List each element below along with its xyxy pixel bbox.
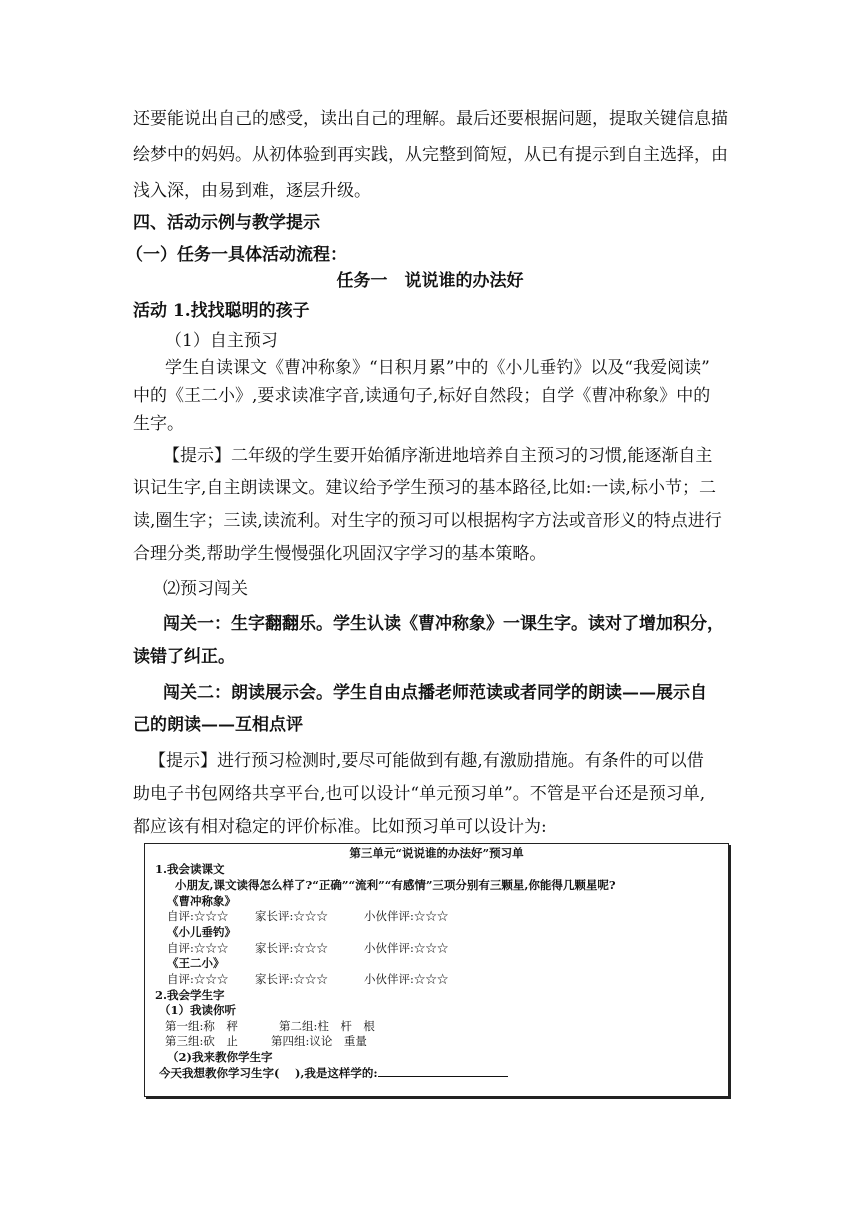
preview-sheet bbox=[144, 843, 729, 1097]
step-1-text-line-3: 生字。 bbox=[133, 414, 184, 434]
part-2-title: 2.我会学生字 bbox=[155, 988, 225, 1002]
sub-1-title: （1）我读你听 bbox=[159, 1003, 237, 1017]
task-1-title: 任务一 说说谁的办法好 bbox=[336, 271, 524, 291]
preview-sheet-title: 第三单元“说说谁的办法好”预习单 bbox=[349, 846, 524, 860]
sub-2-title: （2)我来教你学生字 bbox=[167, 1050, 273, 1064]
group-1: 第一组:称 秤 bbox=[165, 1019, 238, 1033]
text-name-1: 《曹冲称象》 bbox=[167, 894, 236, 908]
step-1-text-line-1: 学生自读课文《曹冲称象》“日积月累”中的《小儿垂钓》以及“我爱阅读” bbox=[165, 358, 710, 378]
tip-2-line-3: 都应该有相对稳定的评价标准。比如预习单可以设计为: bbox=[133, 817, 547, 837]
self-rating-3: 自评:☆☆☆ bbox=[167, 972, 229, 986]
part-1-prompt: 小朋友,课文读得怎么样了?“正确”“流利”“有感情”三项分别有三颗星,你能得几颗星呢? bbox=[175, 878, 616, 892]
tip-2-line-1: 【提示】进行预习检测时,要尽可能做到有趣,有激励措施。有条件的可以借 bbox=[149, 751, 704, 771]
tip-1-line-3: 读,圈生字；三读,读流利。对生字的预习可以根据构字方法或音形义的特点进行 bbox=[133, 511, 722, 531]
tip-1-line-4: 合理分类,帮助学生慢慢强化巩固汉字学习的基本策略。 bbox=[133, 544, 547, 564]
peer-rating-1: 小伙伴评:☆☆☆ bbox=[364, 909, 449, 923]
step-1-text-line-2: 中的《王二小》,要求读准字音,读通句子,标好自然段；自学《曹冲称象》中的 bbox=[133, 386, 711, 406]
activity-1-title: 活动 1.找找聪明的孩子 bbox=[133, 301, 310, 321]
tip-1-line-2: 识记生字,自主朗读课文。建议给予学生预习的基本路径,比如:一读,标小节；二 bbox=[133, 478, 716, 498]
group-3: 第三组:砍 止 bbox=[165, 1034, 238, 1048]
challenge-2-line-1: 闯关二：朗读展示会。学生自由点播老师范读或者同学的朗读——展示自 bbox=[163, 683, 707, 703]
text-name-3: 《王二小》 bbox=[167, 956, 225, 970]
parent-rating-1: 家长评:☆☆☆ bbox=[255, 909, 328, 923]
answer-blank-line bbox=[378, 1065, 508, 1077]
group-4: 第四组:议论 重量 bbox=[271, 1034, 367, 1048]
intro-line-1: 还要能说出自己的感受，读出自己的理解。最后还要根据问题，提取关键信息描 bbox=[133, 109, 728, 129]
self-rating-2: 自评:☆☆☆ bbox=[167, 941, 229, 955]
text-name-2: 《小儿垂钓》 bbox=[167, 925, 236, 939]
step-1-label: （1）自主预习 bbox=[165, 331, 278, 351]
group-2: 第二组:柱 杆 根 bbox=[279, 1019, 375, 1033]
intro-line-2: 绘梦中的妈妈。从初体验到再实践，从完整到简短，从已有提示到自主选择，由 bbox=[133, 145, 728, 165]
final-line bbox=[159, 1065, 508, 1081]
part-1-title: 1.我会读课文 bbox=[155, 862, 225, 876]
section-4-title: 四、活动示例与教学提示 bbox=[133, 213, 320, 233]
intro-line-3: 浅入深，由易到难，逐层升级。 bbox=[133, 181, 371, 201]
subsection-1-title: （一）任务一具体活动流程： bbox=[126, 245, 347, 265]
self-rating-1: 自评:☆☆☆ bbox=[167, 909, 229, 923]
challenge-2-line-2: 己的朗读——互相点评 bbox=[133, 715, 303, 735]
parent-rating-3: 家长评:☆☆☆ bbox=[255, 972, 328, 986]
challenge-1-line-2: 读错了纠正。 bbox=[133, 647, 235, 667]
parent-rating-2: 家长评:☆☆☆ bbox=[255, 941, 328, 955]
step-2-label: ⑵预习闯关 bbox=[163, 579, 248, 599]
peer-rating-3: 小伙伴评:☆☆☆ bbox=[364, 972, 449, 986]
peer-rating-2: 小伙伴评:☆☆☆ bbox=[364, 941, 449, 955]
final-line-text: 今天我想教你学习生字( ),我是这样学的: bbox=[159, 1066, 378, 1080]
tip-1-line-1: 【提示】二年级的学生要开始循序渐进地培养自主预习的习惯,能逐渐自主 bbox=[163, 446, 713, 466]
challenge-1-line-1: 闯关一：生字翻翻乐。学生认读《曹冲称象》一课生字。读对了增加积分， bbox=[163, 614, 724, 634]
tip-2-line-2: 助电子书包网络共享平台,也可以设计“单元预习单”。不管是平台还是预习单, bbox=[133, 784, 706, 804]
